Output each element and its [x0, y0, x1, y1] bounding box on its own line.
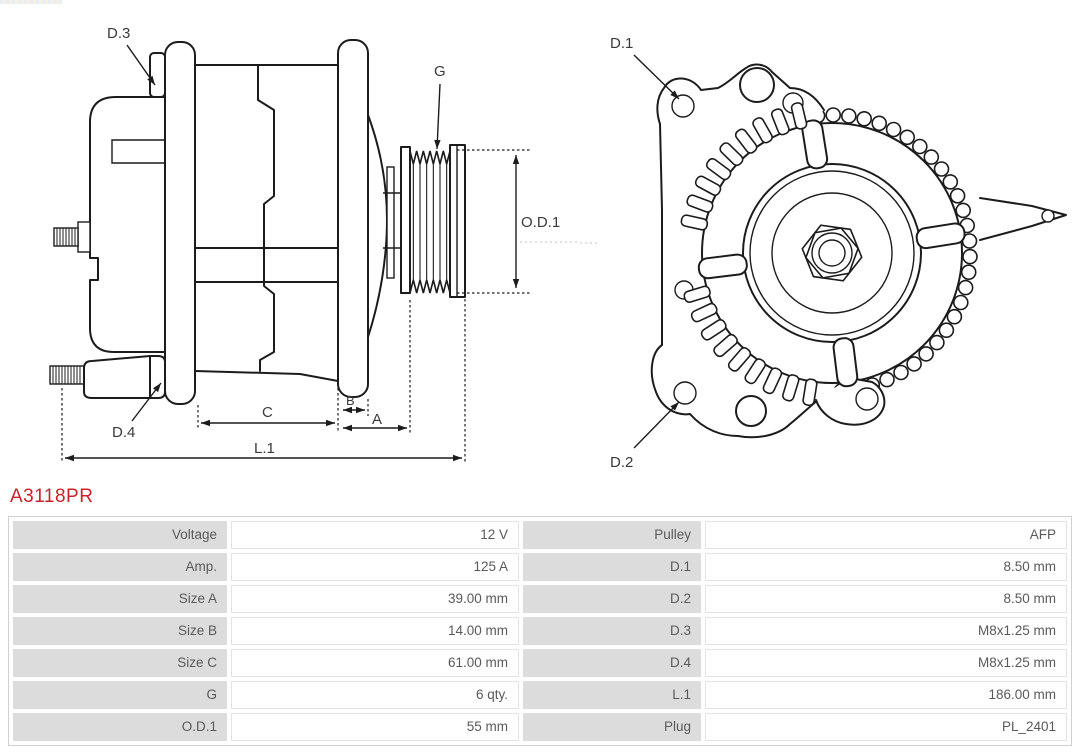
rear-housing-slot	[112, 140, 165, 163]
spec-label: Size C	[13, 649, 227, 677]
stator-tooth	[880, 373, 894, 387]
arrowhead	[513, 279, 519, 288]
arrowhead	[343, 425, 352, 431]
body-upper-edges	[195, 65, 338, 248]
shaft	[387, 167, 394, 278]
arrowhead	[356, 407, 365, 413]
stator-tooth	[913, 140, 927, 154]
spec-value: 55 mm	[231, 713, 519, 741]
arrowhead	[326, 420, 335, 426]
spec-value: 6 qty.	[231, 681, 519, 709]
fan-spoke	[915, 222, 966, 249]
spec-label: L.1	[523, 681, 701, 709]
stator-tooth	[943, 175, 957, 189]
stator-tooth	[887, 123, 901, 137]
pulley-top-grooves	[410, 151, 450, 164]
spec-value: PL_2401	[705, 713, 1067, 741]
spec-label: Size B	[13, 617, 227, 645]
shaft-bore	[819, 240, 845, 266]
fan-spoke	[833, 337, 859, 387]
dimension-line	[634, 55, 679, 99]
stator-tooth	[951, 189, 965, 203]
upper-stud-thread-hatching	[57, 228, 75, 246]
spec-label: Voltage	[13, 521, 227, 549]
front-bracket-bar	[338, 40, 368, 397]
pulley-bottom-grooves	[410, 280, 450, 293]
stator-tooth	[826, 108, 840, 122]
stator-tooth	[947, 310, 961, 324]
rear-housing-outline	[90, 97, 165, 352]
lower-mount-lug	[84, 356, 150, 398]
stator-tooth	[962, 265, 976, 279]
label-od1: O.D.1	[521, 214, 561, 231]
stator-tooth	[907, 357, 921, 371]
part-number: A3118PR	[10, 486, 94, 507]
rear-bracket-bar	[165, 42, 195, 404]
front-housing-cone	[368, 115, 387, 337]
lower-stud	[50, 366, 84, 384]
body-center-seam	[258, 65, 274, 371]
spec-value: 14.00 mm	[231, 617, 519, 645]
bottom-boss-circle	[736, 396, 766, 426]
spec-value: 186.00 mm	[705, 681, 1067, 709]
label-d1: D.1	[610, 35, 634, 52]
label-a: A	[372, 411, 383, 428]
spec-label: Size A	[13, 585, 227, 613]
top-lug-hole	[672, 95, 694, 117]
spec-value: 8.50 mm	[705, 553, 1067, 581]
stator-tooth	[954, 296, 968, 310]
spec-value: AFP	[705, 521, 1067, 549]
stator-tooth	[939, 323, 953, 337]
stator-tooth	[963, 250, 977, 264]
stator-tooth	[935, 162, 949, 176]
label-b: B	[346, 393, 355, 408]
label-d3: D.3	[107, 25, 131, 42]
spec-value: 125 A	[231, 553, 519, 581]
label-d4: D.4	[112, 424, 136, 441]
stator-tooth	[872, 116, 886, 130]
arrowhead	[513, 155, 519, 164]
bottom-lug-hole	[674, 382, 696, 404]
spec-label: D.2	[523, 585, 701, 613]
od1-extension-lines	[457, 150, 531, 293]
stator-tooth	[857, 112, 871, 126]
spec-value: M8x1.25 mm	[705, 617, 1067, 645]
spec-label: D.1	[523, 553, 701, 581]
spec-label: O.D.1	[13, 713, 227, 741]
spec-value: 12 V	[231, 521, 519, 549]
pulley-left-flange	[401, 147, 410, 293]
spec-label: D.4	[523, 649, 701, 677]
dimension-line	[634, 402, 679, 448]
stator-tooth	[956, 203, 970, 217]
spec-label: Pulley	[523, 521, 701, 549]
spec-table	[8, 516, 1072, 746]
body-lower-edges	[195, 282, 338, 381]
label-g: G	[434, 63, 446, 80]
spec-label: D.3	[523, 617, 701, 645]
top-boss-circle	[740, 68, 774, 102]
spec-value: M8x1.25 mm	[705, 649, 1067, 677]
spec-label: G	[13, 681, 227, 709]
spec-label: Plug	[523, 713, 701, 741]
stator-tooth	[930, 336, 944, 350]
alternator-front-view-drawing	[580, 0, 1080, 480]
right-tab-hole	[1042, 210, 1054, 222]
stator-tooth	[919, 347, 933, 361]
stator-tooth	[842, 109, 856, 123]
stator-tooth	[959, 281, 973, 295]
arrowhead	[398, 425, 407, 431]
stator-tooth	[894, 366, 908, 380]
arrowhead	[201, 420, 210, 426]
arrowhead	[453, 455, 462, 461]
pulley-groove-ribs	[410, 151, 450, 293]
stator-tooth	[924, 150, 938, 164]
upper-stud-collar	[78, 222, 90, 252]
lower-lug-block	[150, 356, 165, 398]
bottom-right-foot-hole	[856, 388, 878, 410]
dimension-line	[437, 84, 440, 149]
spec-label: Amp.	[13, 553, 227, 581]
label-d2: D.2	[610, 454, 634, 471]
spec-value: 8.50 mm	[705, 585, 1067, 613]
spec-value: 39.00 mm	[231, 585, 519, 613]
label-c: C	[262, 404, 273, 421]
spec-value: 61.00 mm	[231, 649, 519, 677]
label-l1: L.1	[254, 440, 275, 457]
upper-lug-block	[150, 53, 165, 97]
c-extension-lines	[198, 373, 338, 433]
alternator-side-view-drawing	[0, 0, 580, 480]
stator-tooth	[900, 130, 914, 144]
arrowhead	[65, 455, 74, 461]
arrowhead	[434, 140, 441, 149]
